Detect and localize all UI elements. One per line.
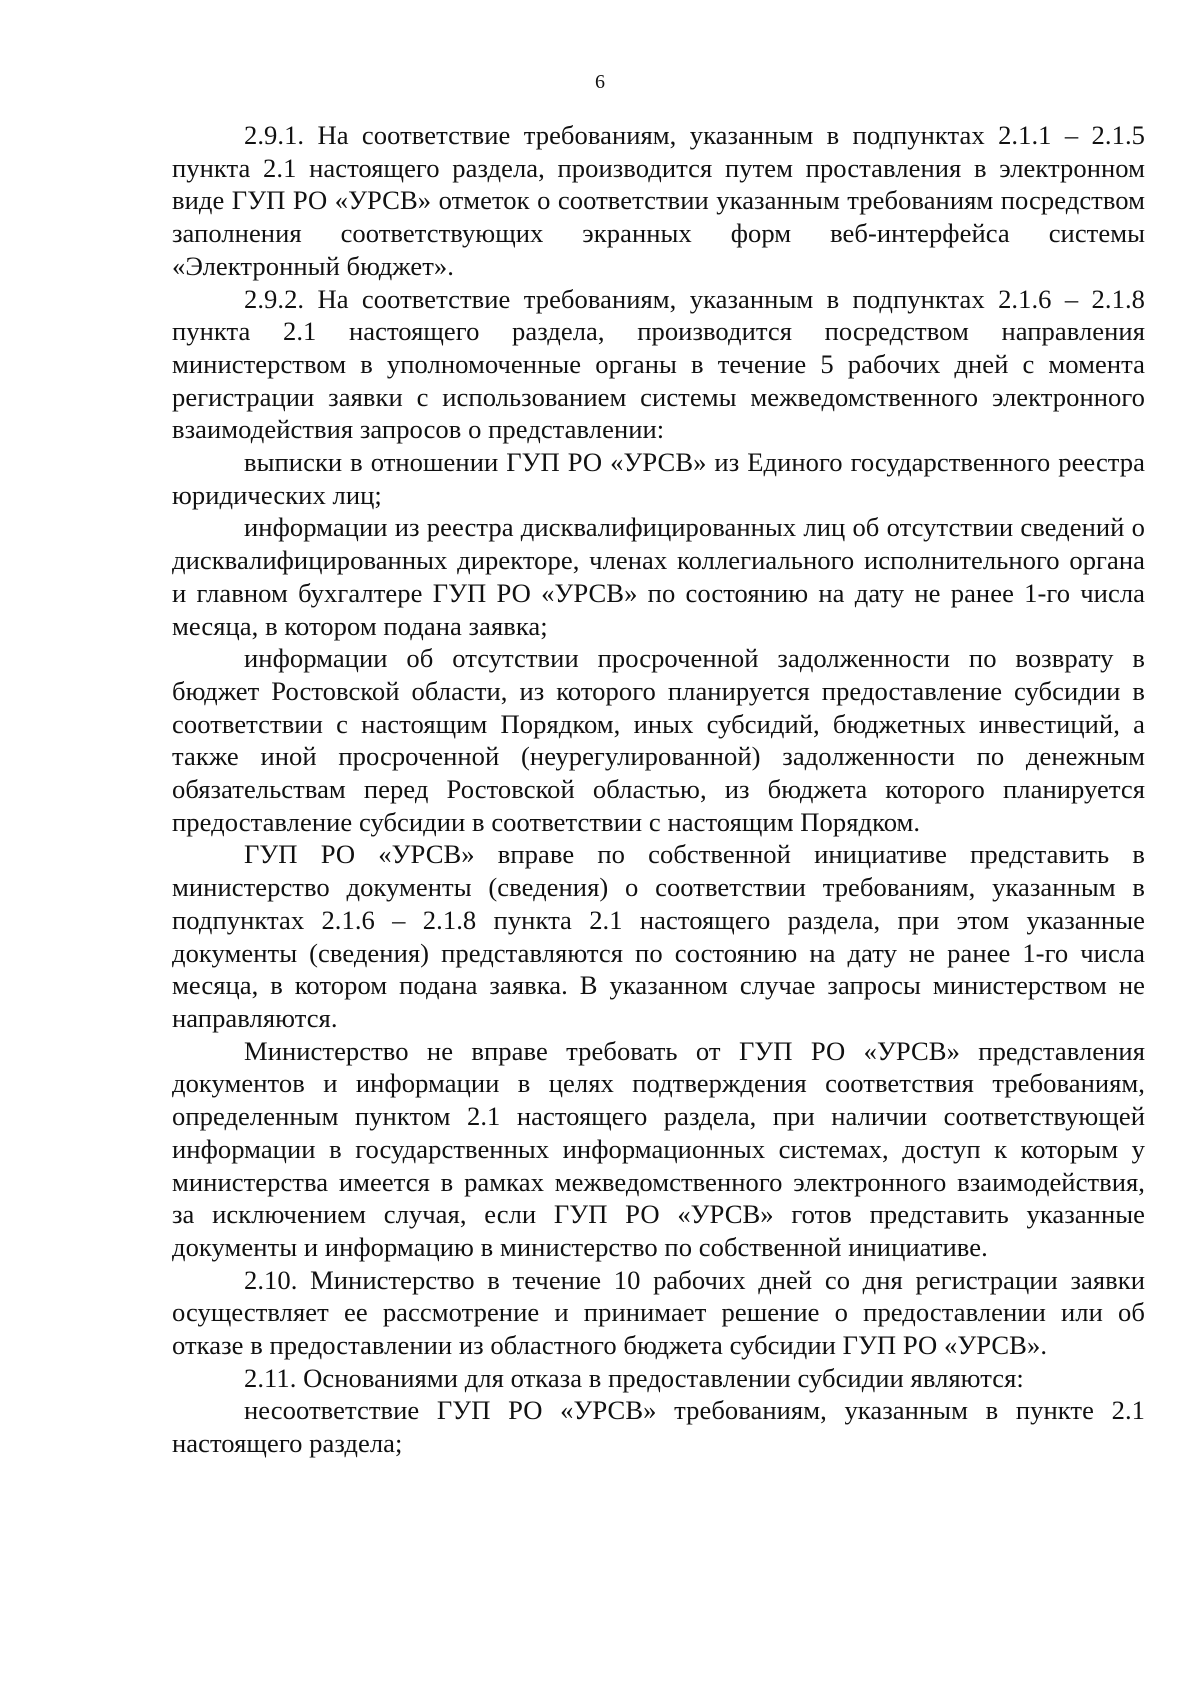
document-body <box>172 119 1145 1460</box>
paragraph-2-11: 2.11. Основаниями для отказа в предоставлении субсидии являются: <box>244 1362 1024 1393</box>
paragraph-own-initiative: ГУП РО «УРСВ» вправе по собственной инициативе представить в министерство документы (сведения) о соответствии требованиям, указанным в подпунктах 2.1.6 – 2.1.8 пункта 2.1 настоящего раздела, при этом указанные документы (сведения) представляются по состоянию на дату не ранее 1-го числа месяца, в котором подана заявка. В указанном случае запросы министерством не направляются. <box>172 839 1145 1033</box>
paragraph-2-9-1: 2.9.1. На соответствие требованиям, указанным в подпунктах 2.1.1 – 2.1.5 пункта 2.1 настоящего раздела, производится путем проставления в электронном виде ГУП РО «УРСВ» отметок о соответствии указанным требованиям посредством заполнения соответствующих экранных форм веб-интерфейса системы «Электронный бюджет». <box>172 120 1145 281</box>
paragraph-2-10: 2.10. Министерство в течение 10 рабочих дней со дня регистрации заявки осуществляет ее рассмотрение и принимает решение о предоставлении или об отказе в предоставлении из областного бюджета субсидии ГУП РО «УРСВ». <box>172 1264 1145 1361</box>
paragraph-2-9-2: 2.9.2. На соответствие требованиям, указанным в подпунктах 2.1.6 – 2.1.8 пункта 2.1 настоящего раздела, производится посредством направления министерством в уполномоченные органы в течение 5 рабочих дней с момента регистрации заявки с использованием системы межведомственного электронного взаимодействия запросов о представлении: <box>172 283 1145 445</box>
paragraph-disqualified-registry: информации из реестра дисквалифицированных лиц об отсутствии сведений о дисквалифицированных директоре, членах коллегиального исполнительного органа и главном бухгалтере ГУП РО «УРСВ» по состоянию на дату не ранее 1-го числа месяца, в котором подана заявка; <box>172 512 1145 641</box>
paragraph-ministry-restriction: Министерство не вправе требовать от ГУП РО «УРСВ» представления документов и информации в целях подтверждения соответствия требованиям, определенным пунктом 2.1 настоящего раздела, при наличии соответствующей информации в государственных информационных системах, доступ к которым у министерства имеется в рамках межведомственного электронного взаимодействия, за исключением случая, если ГУП РО «УРСВ» готов представить указанные документы и информацию в министерство по собственной инициативе. <box>172 1035 1145 1262</box>
paragraph-overdue-debt: информации об отсутствии просроченной задолженности по возврату в бюджет Ростовской области, из которого планируется предоставление субсидии в соответствии с настоящим Порядком, иных субсидий, бюджетных инвестиций, а также иной просроченной (неурегулированной) задолженности по денежным обязательствам перед Ростовской областью, из бюджета которого планируется предоставление субсидии в соответствии с настоящим Порядком. <box>172 643 1145 837</box>
paragraph-egrul-extract: выписки в отношении ГУП РО «УРСВ» из Единого государственного реестра юридических лиц; <box>172 447 1145 510</box>
page-number: 6 <box>595 71 605 93</box>
paragraph-noncompliance: несоответствие ГУП РО «УРСВ» требованиям, указанным в пункте 2.1 настоящего раздела; <box>172 1395 1145 1459</box>
